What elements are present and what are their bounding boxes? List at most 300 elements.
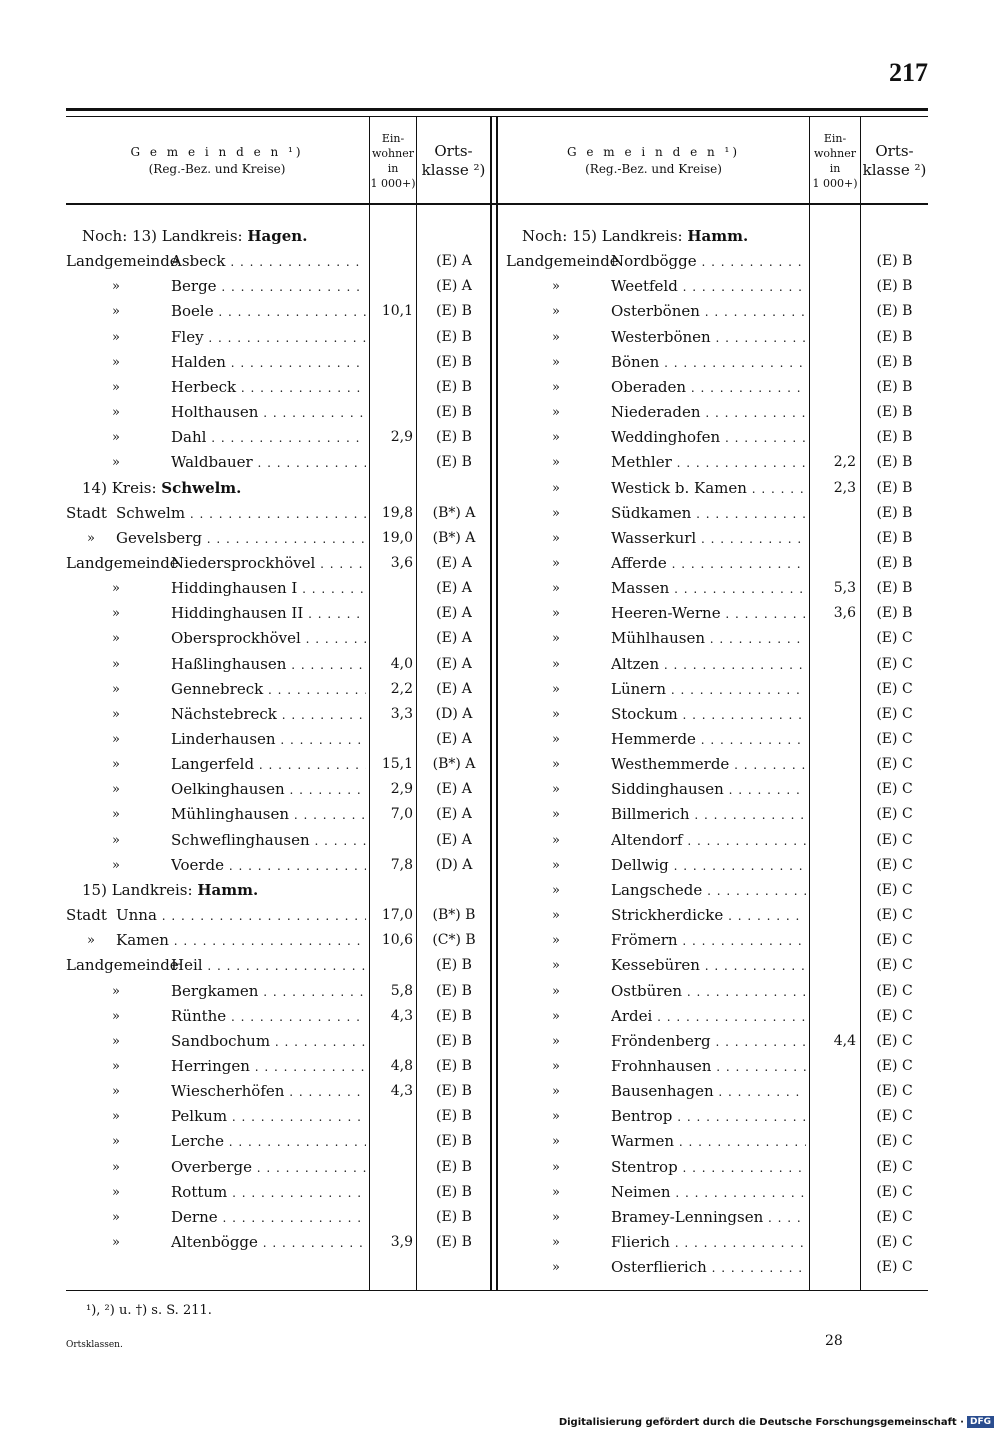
- population-value: 2,9: [390, 781, 413, 798]
- municipality-name: [611, 802, 806, 828]
- ortsklasse-value: (E) B: [436, 1133, 472, 1150]
- ortsklasse-value: (E) C: [876, 680, 913, 697]
- table-row: [506, 526, 928, 551]
- table-row: [506, 249, 928, 274]
- ditto-mark: »: [112, 606, 120, 622]
- municipality-name-text: Stockum: [611, 704, 678, 723]
- municipality-name-text: Unna: [116, 906, 157, 925]
- table-row: [66, 677, 490, 702]
- municipality-name: [611, 903, 806, 929]
- header-einwohner-3: in: [387, 162, 399, 175]
- municipality-name: [171, 953, 366, 979]
- table-row: [66, 325, 490, 350]
- municipality-name: [611, 777, 806, 803]
- ortsklasse-value: (E) C: [876, 932, 913, 949]
- ortsklasse-value: (E) B: [436, 1032, 472, 1049]
- center-double-divider: [496, 116, 498, 1290]
- municipality-name-text: Pelkum: [171, 1107, 228, 1126]
- table-row: [66, 752, 490, 777]
- municipality-name-text: Nordbögge: [611, 252, 697, 271]
- municipality-name: [171, 702, 366, 728]
- ditto-mark: »: [112, 379, 120, 395]
- municipality-name: [611, 1079, 806, 1105]
- section-heading-text: Noch: 13) Landkreis:: [82, 227, 248, 245]
- header-gemeinden-label: G e m e i n d e n ¹): [130, 145, 304, 159]
- municipality-name-text: Dahl: [171, 428, 207, 447]
- ditto-mark: »: [112, 1184, 120, 1200]
- table-row: [506, 727, 928, 752]
- ditto-mark: »: [112, 706, 120, 722]
- ortsklasse-value: (E) B: [436, 454, 472, 471]
- municipality-name-text: Langerfeld: [171, 755, 255, 774]
- ditto-mark: »: [552, 304, 560, 320]
- ditto-mark: »: [552, 555, 560, 571]
- table-row: [506, 501, 928, 526]
- ditto-mark: »: [112, 405, 120, 421]
- municipality-name: [611, 501, 806, 527]
- municipality-name: [171, 1004, 366, 1030]
- header-ortsklasse-2: klasse ²): [421, 161, 486, 179]
- population-value: 10,1: [381, 303, 413, 320]
- section-heading-label: [82, 878, 258, 903]
- table-row: [66, 1155, 490, 1180]
- ortsklasse-value: (D) A: [435, 856, 473, 873]
- municipality-name-text: Wiescherhöfen: [171, 1082, 285, 1101]
- ortsklasse-value: (E) A: [436, 831, 472, 848]
- municipality-name-text: Flierich: [611, 1233, 670, 1251]
- municipality-name-text: Massen: [611, 579, 670, 598]
- municipality-name: [171, 1180, 366, 1206]
- ditto-mark: »: [552, 430, 560, 446]
- ortsklasse-value: (E) B: [876, 605, 913, 622]
- population-value: 4,3: [390, 1007, 413, 1024]
- section-heading-label: [522, 224, 748, 249]
- table-row: [506, 953, 928, 978]
- table-row: [66, 526, 490, 551]
- ditto-mark: »: [112, 1235, 120, 1250]
- ditto-mark: »: [552, 329, 560, 345]
- table-row: [506, 878, 928, 903]
- municipality-name-text: Obersprockhövel: [171, 629, 301, 648]
- center-double-divider: [490, 116, 492, 1290]
- ortsklasse-value: (E) C: [876, 881, 913, 898]
- ortsklasse-value: (E) B: [876, 378, 913, 395]
- ortsklasse-value: (E) B: [876, 303, 913, 320]
- ditto-mark: »: [552, 983, 560, 999]
- ditto-mark: »: [552, 1058, 560, 1074]
- ortsklasse-value: (E) A: [436, 806, 472, 823]
- ditto-mark: »: [552, 1235, 560, 1250]
- table-row: [66, 1104, 490, 1129]
- municipality-name-text: Asbeck: [171, 252, 226, 271]
- population-value: 4,8: [390, 1057, 413, 1074]
- ortsklasse-value: (B*) B: [432, 907, 476, 924]
- table-row: [506, 1255, 928, 1280]
- section-heading-text: 15) Landkreis:: [82, 880, 198, 899]
- ditto-mark: »: [552, 732, 560, 747]
- ditto-mark: »: [552, 681, 560, 697]
- municipality-name-text: Frömern: [611, 931, 678, 950]
- ortsklasse-value: (D) A: [435, 705, 473, 722]
- ortsklasse-value: (E) B: [876, 454, 913, 471]
- ortsklasse-value: (E) C: [876, 1083, 913, 1100]
- bottom-rule: [66, 1290, 928, 1291]
- ortsklasse-value: (B*) A: [432, 529, 476, 546]
- ditto-mark: »: [552, 706, 560, 722]
- table-row: [66, 1054, 490, 1079]
- ditto-mark: »: [552, 1033, 560, 1049]
- population-value: 15,1: [381, 756, 413, 773]
- footnote: ¹), ²) u. †) s. S. 211.: [86, 1303, 212, 1318]
- municipality-name: [611, 878, 806, 904]
- municipality-name: [171, 777, 366, 803]
- ortsklasse-value: (E) A: [436, 781, 472, 798]
- ditto-mark: »: [552, 832, 560, 848]
- municipality-name-text: Westerbönen: [611, 327, 711, 346]
- ortsklasse-value: (E) B: [436, 1108, 472, 1125]
- municipality-type: Landgemeinde: [66, 956, 179, 975]
- population-value: 4,4: [833, 1032, 856, 1049]
- table-row: [506, 802, 928, 827]
- municipality-name: [116, 526, 366, 552]
- ortsklasse-value: (E) B: [876, 529, 913, 546]
- ortsklasse-value: (E) C: [876, 1208, 913, 1225]
- ortsklasse-value: (E) C: [876, 982, 913, 999]
- ortsklasse-value: (E) A: [436, 655, 472, 672]
- ortsklasse-value: (E) C: [876, 630, 913, 647]
- ditto-mark: »: [112, 832, 120, 848]
- ditto-mark: »: [112, 581, 120, 597]
- table-row: [66, 551, 490, 576]
- municipality-name-text: Ostbüren: [611, 981, 682, 1000]
- municipality-name-text: Wasserkurl: [611, 528, 697, 547]
- municipality-name: [611, 1054, 806, 1080]
- ortsklasse-value: (E) B: [876, 479, 913, 496]
- table-row: [506, 350, 928, 375]
- population-value: 2,2: [390, 680, 413, 697]
- table-row: [506, 1079, 928, 1104]
- municipality-name-text: Billmerich: [611, 805, 690, 824]
- ortsklasse-value: (E) B: [436, 1083, 472, 1100]
- ortsklasse-value: (E) C: [876, 1133, 913, 1150]
- table-row: [506, 476, 928, 501]
- ditto-mark: »: [112, 1159, 120, 1175]
- section-heading-text: Noch: 15) Landkreis:: [522, 227, 688, 245]
- municipality-name: [171, 979, 366, 1005]
- municipality-name-text: Waldbauer: [171, 453, 253, 472]
- municipality-name-text: Warmen: [611, 1132, 674, 1151]
- ortsklasse-value: (E) B: [876, 253, 913, 270]
- ditto-mark: »: [552, 857, 560, 873]
- ortsklasse-value: (E) A: [436, 605, 472, 622]
- table-row: [66, 979, 490, 1004]
- ditto-mark: »: [112, 631, 120, 647]
- table-row: [506, 702, 928, 727]
- municipality-name-text: Halden: [171, 352, 226, 371]
- ditto-mark: »: [552, 933, 560, 949]
- municipality-name: [611, 1155, 806, 1181]
- header-einwohner-right: [810, 122, 860, 200]
- table-row: [66, 903, 490, 928]
- header-gemeinden-right: [498, 122, 809, 200]
- ditto-mark: »: [552, 807, 560, 823]
- section-heading-kreis: Hamm.: [197, 880, 259, 899]
- ditto-mark: »: [552, 1260, 560, 1276]
- municipality-name-text: Fröndenberg: [611, 1031, 711, 1050]
- header-gemeinden-sub: (Reg.-Bez. und Kreise): [585, 162, 722, 176]
- ditto-mark: »: [112, 1134, 120, 1150]
- municipality-name-text: Methler: [611, 453, 672, 472]
- ortsklasse-value: (E) C: [876, 1057, 913, 1074]
- table-row: [506, 400, 928, 425]
- ortsklasse-value: (E) C: [876, 957, 913, 974]
- municipality-name: [611, 1255, 806, 1281]
- ditto-mark: »: [112, 757, 120, 773]
- table-row: [506, 677, 928, 702]
- ditto-mark: »: [552, 405, 560, 421]
- section-heading: [66, 224, 490, 249]
- ortsklasse-value: (E) A: [436, 731, 472, 747]
- municipality-name-text: Hemmerde: [611, 730, 696, 748]
- table-row: [66, 1079, 490, 1104]
- municipality-name: [611, 1230, 806, 1256]
- municipality-name-text: Bramey-Lenningsen: [611, 1207, 764, 1226]
- table-row: [66, 828, 490, 853]
- municipality-name-text: Neimen: [611, 1182, 671, 1201]
- ortsklasse-value: (E) B: [876, 404, 913, 421]
- table-row: [506, 1205, 928, 1230]
- municipality-name-text: Kamen: [116, 931, 169, 950]
- population-value: 5,8: [390, 982, 413, 999]
- table-row: [506, 828, 928, 853]
- table-row: [506, 450, 928, 475]
- municipality-name: [171, 802, 366, 828]
- table-row: [66, 1180, 490, 1205]
- municipality-name: [611, 601, 806, 627]
- table-row: [66, 1004, 490, 1029]
- table-row: [66, 299, 490, 324]
- municipality-name: [171, 1205, 366, 1231]
- municipality-name-text: Fley: [171, 327, 204, 346]
- table-row: [506, 1029, 928, 1054]
- municipality-name-text: Südkamen: [611, 503, 692, 522]
- municipality-name-text: Weddinghofen: [611, 428, 721, 447]
- ditto-mark: »: [552, 958, 560, 974]
- municipality-name-text: Weetfeld: [611, 277, 678, 296]
- ditto-mark: »: [552, 1008, 560, 1024]
- municipality-name: [171, 626, 366, 652]
- ortsklasse-value: (E) A: [436, 253, 472, 270]
- municipality-name: [171, 325, 366, 351]
- municipality-name-text: Siddinghausen: [611, 780, 724, 799]
- table-row: [506, 1054, 928, 1079]
- municipality-type: Landgemeinde: [66, 252, 179, 271]
- section-heading: [66, 476, 490, 501]
- dfg-credit: [559, 1416, 994, 1428]
- municipality-name: [171, 274, 366, 300]
- municipality-name: [171, 1129, 366, 1155]
- municipality-name: [611, 727, 806, 753]
- municipality-name-text: Osterbönen: [611, 302, 700, 321]
- table-row: [66, 802, 490, 827]
- ortsklasse-value: (E) B: [436, 1183, 472, 1200]
- municipality-name: [171, 576, 366, 602]
- municipality-name-text: Herbeck: [171, 377, 237, 396]
- header-einwohner-3: in: [829, 162, 841, 175]
- table-row: [506, 652, 928, 677]
- ortsklasse-value: (E) C: [876, 705, 913, 722]
- municipality-name: [611, 551, 806, 577]
- municipality-name: [611, 979, 806, 1005]
- municipality-name: [611, 476, 806, 502]
- municipality-name: [171, 249, 366, 275]
- top-rule: [66, 108, 928, 111]
- municipality-name-text: Mühlinghausen: [171, 805, 290, 824]
- ortsklasse-value: (E) C: [876, 731, 913, 747]
- municipality-name: [611, 1104, 806, 1130]
- section-heading-label: [82, 476, 241, 501]
- table-row: [66, 400, 490, 425]
- municipality-name: [171, 1079, 366, 1105]
- municipality-name-text: Dellwig: [611, 855, 669, 874]
- municipality-name-text: Schweflinghausen: [171, 830, 310, 849]
- municipality-name: [611, 752, 806, 778]
- municipality-name-text: Afferde: [611, 553, 667, 572]
- ortsklasse-value: (E) B: [436, 1057, 472, 1074]
- ortsklasse-value: (E) C: [876, 1108, 913, 1125]
- municipality-type: Landgemeinde: [506, 252, 619, 271]
- table-row: [506, 1155, 928, 1180]
- municipality-name: [171, 299, 366, 325]
- ditto-mark: »: [112, 1209, 120, 1225]
- page-number: 217: [889, 58, 928, 87]
- ortsklasse-value: (E) B: [436, 328, 472, 345]
- table-row: [66, 1230, 490, 1255]
- municipality-name-text: Lünern: [611, 679, 666, 698]
- ditto-mark: »: [112, 983, 120, 999]
- ortsklasse-value: (E) B: [876, 580, 913, 597]
- table-row: [66, 953, 490, 978]
- municipality-name-text: Derne: [171, 1207, 218, 1226]
- ortsklasse-value: (E) B: [436, 303, 472, 320]
- header-ortsklasse-2: klasse ²): [862, 161, 927, 179]
- ditto-mark: »: [552, 1134, 560, 1150]
- table-row: [66, 1205, 490, 1230]
- ditto-mark: »: [552, 581, 560, 597]
- municipality-name: [171, 727, 366, 753]
- population-value: 5,3: [833, 580, 856, 597]
- municipality-name: [171, 601, 366, 627]
- ortsklasse-value: (E) B: [876, 554, 913, 571]
- municipality-name-text: Oberaden: [611, 377, 687, 396]
- table-row: [66, 777, 490, 802]
- table-row: [506, 1180, 928, 1205]
- municipality-name-text: Stentrop: [611, 1157, 678, 1176]
- section-heading: [66, 878, 490, 903]
- municipality-name-text: Bausenhagen: [611, 1082, 714, 1101]
- header-gemeinden-sub: (Reg.-Bez. und Kreise): [148, 162, 286, 176]
- header-einwohner-left: [370, 122, 416, 200]
- municipality-name: [116, 501, 366, 527]
- municipality-name: [611, 652, 806, 678]
- municipality-name-text: Osterflierich: [611, 1258, 707, 1277]
- ditto-mark: »: [112, 857, 120, 873]
- municipality-name: [611, 576, 806, 602]
- ditto-mark: »: [112, 1084, 120, 1100]
- municipality-name-text: Lerche: [171, 1132, 224, 1151]
- ditto-mark: »: [112, 681, 120, 697]
- ditto-mark: »: [552, 908, 560, 924]
- ortsklasse-value: (E) A: [436, 630, 472, 647]
- header-ortsklasse-left: [417, 122, 490, 200]
- municipality-name-text: Bönen: [611, 352, 660, 371]
- ditto-mark: »: [87, 530, 95, 546]
- municipality-name: [611, 350, 806, 376]
- municipality-name: [611, 677, 806, 703]
- ortsklasse-value: (E) C: [876, 806, 913, 823]
- header-einwohner-1: Ein-: [381, 132, 405, 145]
- municipality-name: [116, 903, 366, 929]
- municipality-name-text: Boele: [171, 302, 214, 321]
- municipality-name: [611, 375, 806, 401]
- municipality-name: [171, 1029, 366, 1055]
- municipality-name-text: Herringen: [171, 1056, 250, 1075]
- table-row: [66, 1029, 490, 1054]
- municipality-name-text: Hiddinghausen I: [171, 579, 298, 598]
- ortsklasse-value: (E) B: [436, 1007, 472, 1024]
- dfg-credit-text: Digitalisierung gefördert durch die Deutsche Forschungsgemeinschaft ·: [558, 1416, 964, 1428]
- municipality-name: [611, 1129, 806, 1155]
- municipality-name: [611, 1029, 806, 1055]
- table-row: [66, 853, 490, 878]
- ditto-mark: »: [552, 530, 560, 546]
- municipality-name-text: Heil: [171, 956, 203, 975]
- municipality-name: [611, 1180, 806, 1206]
- ortsklasse-value: (C*) B: [432, 932, 476, 949]
- municipality-name: [611, 1205, 806, 1231]
- ortsklasse-value: (B*) A: [432, 504, 476, 521]
- municipality-name-text: Voerde: [171, 855, 225, 874]
- ortsklasse-value: (E) B: [876, 429, 913, 446]
- municipality-name: [611, 249, 806, 275]
- municipality-name-text: Linderhausen: [171, 730, 276, 748]
- header-einwohner-2: wohner: [814, 147, 856, 160]
- ditto-mark: »: [112, 656, 120, 672]
- municipality-name: [611, 526, 806, 552]
- municipality-name: [171, 1054, 366, 1080]
- ortsklasse-value: (E) B: [436, 1158, 472, 1175]
- ortsklasse-value: (E) B: [436, 1234, 472, 1250]
- header-einwohner-2: wohner: [372, 147, 414, 160]
- municipality-name-text: Westhemmerde: [611, 755, 730, 774]
- ditto-mark: »: [112, 430, 120, 446]
- header-ortsklasse-1: Orts-: [434, 142, 473, 160]
- ortsklasse-value: (E) C: [876, 831, 913, 848]
- table-row: [66, 450, 490, 475]
- table-row: [506, 425, 928, 450]
- ortsklasse-value: (E) B: [436, 429, 472, 446]
- ortsklasse-value: (E) C: [876, 655, 913, 672]
- municipality-name-text: Holthausen: [171, 403, 259, 422]
- section-heading-kreis: Hagen.: [247, 227, 308, 245]
- ortsklasse-value: (E) C: [876, 1007, 913, 1024]
- municipality-name: [171, 1155, 366, 1181]
- population-value: 7,0: [390, 806, 413, 823]
- ortsklasse-value: (E) A: [436, 580, 472, 597]
- municipality-name: [171, 375, 366, 401]
- municipality-name-text: Haßlinghausen: [171, 654, 287, 673]
- ditto-mark: »: [112, 807, 120, 823]
